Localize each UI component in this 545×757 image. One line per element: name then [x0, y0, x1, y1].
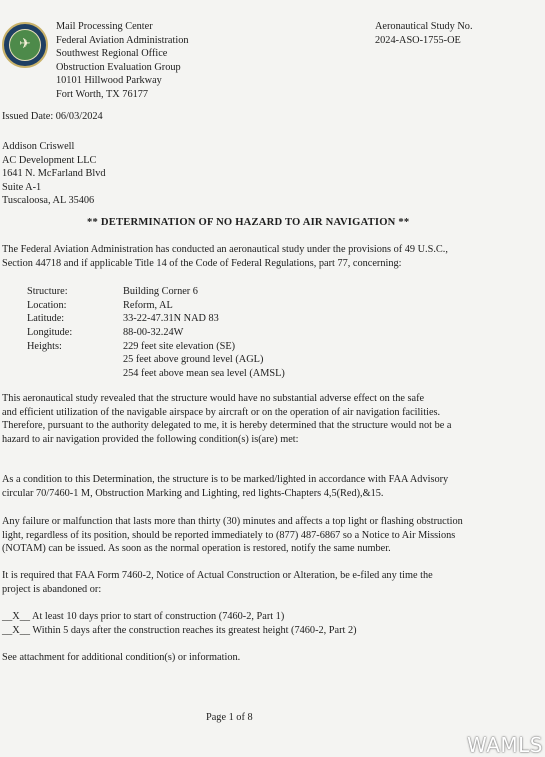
recipient-line: Suite A-1 [2, 181, 42, 193]
watermark-logo: WAMLS [467, 732, 543, 757]
spec-label: Structure: [27, 286, 68, 297]
document-title: ** DETERMINATION OF NO HAZARD TO AIR NAVIGATION ** [87, 217, 410, 228]
spec-label: Location: [27, 299, 67, 311]
condition-line: As a condition to this Determination, the structure is to be marked/lighted in accordance with FAA Advisory [2, 474, 449, 485]
spec-label: Latitude: [27, 313, 65, 325]
office-line: 10101 Hillwood Parkway [56, 75, 162, 86]
spec-label: Longitude: [27, 327, 73, 339]
intro-line: The Federal Aviation Administration has conducted an aeronautical study under the provisions of 49 U.S.C., [2, 244, 448, 255]
attachment-note: See attachment for additional condition(s) or information. [2, 652, 241, 663]
recipient-line: 1641 N. McFarland Blvd [2, 168, 106, 179]
spec-value: Reform, AL [123, 299, 173, 311]
form-line: It is required that FAA Form 7460-2, Notice of Actual Construction or Alteration, be e-filed any time the [2, 570, 433, 581]
spec-value: 88-00-32.24W [123, 327, 184, 339]
malfunction-line: Any failure or malfunction that lasts more than thirty (30) minutes and affects a top light or flashing obstruction [2, 516, 463, 527]
malfunction-line: light, regardless of its position, should be reported immediately to (877) 487-6867 so a Notice to Air Missions [2, 529, 456, 541]
office-address-block [56, 20, 189, 101]
page-number: Page 1 of 8 [206, 712, 253, 723]
study-result-paragraph [2, 392, 522, 446]
office-line: Obstruction Evaluation Group [56, 61, 181, 73]
result-line: Therefore, pursuant to the authority delegated to me, it is hereby determined that the structure would not be a [2, 420, 452, 431]
malfunction-line: (NOTAM) can be issued. As soon as the normal operation is restored, notify the same number. [2, 543, 391, 554]
office-line: Mail Processing Center [56, 21, 153, 32]
form-requirement-paragraph [2, 569, 522, 596]
spec-value: 25 feet above ground level (AGL) [123, 354, 264, 366]
spec-value: 254 feet above mean sea level (AMSL) [123, 368, 285, 380]
seal-emblem: ✈ [9, 29, 41, 61]
issued-date: Issued Date: 06/03/2024 [2, 111, 103, 122]
study-number: 2024-ASO-1755-OE [375, 34, 461, 46]
filing-item-part-2: __X__ Within 5 days after the construction reaches its greatest height (7460-2, Part 2) [2, 625, 357, 636]
form-line: project is abandoned or: [2, 583, 102, 595]
result-line: This aeronautical study revealed that the structure would have no substantial adverse effect on the safe [2, 393, 425, 404]
intro-line: Section 44718 and if applicable Title 14 of the Code of Federal Regulations, part 77, concerning: [2, 257, 402, 269]
spec-value: 229 feet site elevation (SE) [123, 340, 236, 352]
recipient-line: Addison Criswell [2, 141, 75, 152]
condition-line: circular 70/7460-1 M, Obstruction Marking and Lighting, red lights-Chapters 4,5(Red),&15. [2, 487, 384, 499]
filing-item-part-1: __X__ At least 10 days prior to start of construction (7460-2, Part 1) [2, 611, 285, 622]
spec-value: 33-22-47.31N NAD 83 [123, 313, 219, 325]
study-number-block [375, 20, 473, 47]
office-line: Southwest Regional Office [56, 48, 168, 59]
office-line: Federal Aviation Administration [56, 34, 189, 46]
recipient-address-block [2, 140, 106, 208]
recipient-line: AC Development LLC [2, 154, 97, 166]
spec-label: Heights: [27, 340, 62, 352]
condition-paragraph [2, 473, 522, 500]
result-line: hazard to air navigation provided the following condition(s) is(are) met: [2, 433, 299, 445]
spec-value: Building Corner 6 [123, 286, 198, 297]
faa-seal-icon [2, 22, 48, 68]
result-line: and efficient utilization of the navigable airspace by aircraft or on the operation of air navigation facilities. [2, 406, 441, 418]
office-line: Fort Worth, TX 76177 [56, 88, 149, 100]
intro-paragraph [2, 243, 522, 270]
study-label: Aeronautical Study No. [375, 21, 473, 32]
malfunction-paragraph [2, 515, 522, 556]
recipient-line: Tuscaloosa, AL 35406 [2, 195, 95, 206]
